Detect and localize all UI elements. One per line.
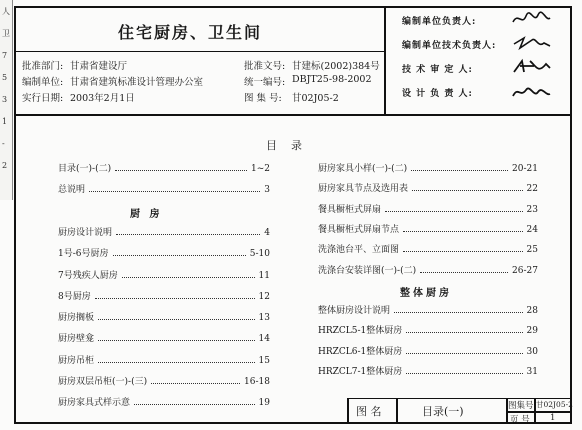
toc-entry-title: 目录(一)-(二) [58, 164, 112, 174]
toc-entry [318, 162, 538, 174]
tb-atlas-label: 图集号 [508, 401, 534, 411]
tb-page-label: 页 号 [510, 415, 530, 425]
compile-unit-label: 编制单位: [22, 77, 64, 88]
toc-entry [58, 396, 270, 408]
toc-entry [58, 354, 270, 366]
header-title-divider [14, 51, 386, 52]
toc-leader-dots [115, 170, 247, 171]
binding-strip-char: 7 [2, 51, 8, 60]
title-block-left-line [347, 398, 349, 424]
toc-entry [58, 269, 270, 281]
atlas-no-value: 甘02J05-2 [292, 93, 339, 104]
toc-entry-title: 厨房搁板 [58, 313, 95, 324]
toc-entry-title: 厨房家具小样(一)-(二) [318, 164, 408, 174]
effective-date-value: 2003年2月1日 [70, 93, 135, 104]
tb-page-value: 1 [550, 413, 556, 423]
toc-entry-page: 28 [526, 306, 538, 317]
toc-entry-page: 26-27 [512, 265, 538, 276]
toc-leader-dots [403, 231, 523, 232]
toc-entry-page: 4 [264, 227, 270, 238]
toc-entry-title: 厨房设计说明 [58, 227, 113, 238]
toc-leader-dots [98, 319, 255, 320]
toc-section-heading: 厨 房 [130, 208, 163, 220]
toc-entry [318, 345, 538, 357]
toc-entry-title: 7号残疾人厨房 [58, 270, 118, 281]
toc-leader-dots [412, 190, 523, 191]
toc-entry [58, 311, 270, 323]
toc-section-heading: 整体厨房 [400, 287, 452, 299]
compile-unit-value: 甘肃省建筑标准设计管理办公室 [70, 77, 204, 88]
binding-strip-char: 5 [2, 73, 8, 82]
approval-dept-value: 甘肃省建设厅 [70, 61, 128, 72]
toc-entry-page: 30 [526, 346, 538, 357]
toc-entry [318, 243, 538, 255]
toc-leader-dots [394, 312, 523, 313]
toc-entry-title: 厨房壁龛 [58, 334, 95, 345]
toc-entry-page: 15 [258, 355, 270, 366]
document-title: 住宅厨房、卫生间 [118, 23, 263, 42]
toc-entry-page: 14 [258, 334, 270, 345]
tb-name-label: 图 名 [356, 405, 382, 418]
sign-label-reviewer: 技 术 审 定 人: [402, 65, 473, 75]
signature-1 [510, 10, 554, 28]
toc-leader-dots [116, 234, 260, 235]
effective-date-label: 实行日期: [22, 93, 64, 104]
toc-entry-title: 整体厨房设计说明 [318, 306, 391, 317]
approval-dept-label: 批准部门: [22, 61, 64, 72]
toc-entry-title: HRZCL5-1整体厨房 [318, 326, 403, 337]
header-divider [384, 6, 386, 116]
sign-label-unit-head: 编制单位负责人: [402, 17, 477, 27]
toc-entry [318, 304, 538, 316]
toc-entry-title: 厨房双层吊柜(一)-(三) [58, 377, 148, 387]
toc-entry-page: 13 [258, 313, 270, 324]
toc-entry-title: 厨房家具节点及选用表 [318, 184, 409, 195]
toc-leader-dots [95, 298, 255, 299]
toc-entry-page: 11 [258, 270, 270, 281]
toc-entry-page: 31 [526, 367, 538, 377]
toc-leader-dots [406, 373, 522, 374]
toc-entry-title: 8号厨房 [58, 291, 91, 302]
toc-entry [318, 203, 538, 215]
toc-entry-title: 厨房家具式样示意 [58, 398, 131, 409]
toc-entry-title: 洗涤池台平、立面图 [318, 245, 400, 256]
toc-leader-dots [98, 362, 255, 363]
toc-leader-dots [420, 272, 508, 273]
toc-leader-dots [406, 332, 522, 333]
sign-label-designer: 设 计 负 责 人: [402, 89, 473, 99]
toc-entry-page: 29 [526, 326, 538, 337]
toc-heading: 目录 [266, 139, 316, 152]
signature-2 [510, 34, 554, 52]
toc-entry-title: 餐具橱柜式屏扇 [318, 204, 382, 215]
toc-entry-page: 12 [258, 291, 270, 302]
toc-entry-page: 20-21 [512, 164, 538, 174]
approval-no-value: 甘建标(2002)384号 [292, 61, 380, 72]
toc-entry [58, 375, 270, 387]
toc-leader-dots [411, 170, 508, 171]
toc-entry-title: 餐具橱柜式屏扇节点 [318, 224, 400, 235]
toc-entry [58, 247, 270, 259]
toc-entry-title: HRZCL6-1整体厨房 [318, 346, 403, 357]
toc-entry [58, 226, 270, 238]
toc-entry-title: HRZCL7-1整体厨房 [318, 367, 403, 377]
toc-entry-title: 洗涤台安装详图(一)-(二) [318, 265, 417, 276]
sign-label-tech-head: 编制单位技术负责人: [402, 41, 497, 51]
toc-entry [318, 182, 538, 194]
binding-strip-char: 卫 [2, 29, 10, 38]
toc-leader-dots [406, 353, 522, 354]
binding-strip-char: 1 [2, 117, 8, 126]
binding-strip-char: 3 [2, 95, 8, 104]
binding-strip-char: 2 [2, 161, 8, 170]
toc-entry-page: 23 [526, 204, 538, 215]
toc-leader-dots [151, 383, 240, 384]
toc-leader-dots [403, 251, 523, 252]
toc-entry [318, 365, 538, 377]
toc-leader-dots [89, 191, 260, 192]
toc-entry-page: 19 [258, 398, 270, 409]
unified-no-value: DBJT25-98-2002 [292, 74, 372, 85]
toc-leader-dots [122, 277, 255, 278]
title-block-line-2 [396, 398, 398, 424]
tb-atlas-value: 甘02J05-2 [536, 400, 573, 409]
toc-entry-page: 16-18 [244, 377, 270, 387]
toc-entry [58, 162, 270, 174]
toc-entry-title: 厨房吊柜 [58, 355, 95, 366]
toc-entry [58, 290, 270, 302]
toc-entry-page: 25 [526, 245, 538, 256]
toc-leader-dots [385, 211, 523, 212]
toc-entry-title: 1号-6号厨房 [58, 249, 109, 260]
toc-entry [318, 264, 538, 276]
toc-leader-dots [98, 340, 255, 341]
toc-entry-page: 24 [526, 224, 538, 235]
binding-strip-char: - [2, 139, 5, 148]
atlas-no-label: 图 集 号: [244, 93, 282, 104]
binding-strip-char: 人 [2, 7, 10, 16]
toc-entry-page: 22 [526, 184, 538, 195]
toc-entry [58, 332, 270, 344]
signature-3 [510, 58, 554, 76]
toc-entry-page: 1~2 [251, 164, 270, 174]
tb-name-value: 目录(一) [422, 405, 464, 418]
signature-4 [510, 82, 554, 102]
toc-entry [318, 223, 538, 235]
toc-entry-page: 5-10 [249, 249, 270, 260]
toc-entry-page: 3 [264, 185, 270, 196]
toc-leader-dots [134, 404, 255, 405]
toc-leader-dots [113, 255, 246, 256]
approval-no-label: 批准文号: [244, 61, 286, 72]
toc-entry [58, 183, 270, 195]
toc-entry [318, 324, 538, 336]
unified-no-label: 统一编号: [244, 77, 286, 88]
binding-strip [0, 0, 13, 200]
toc-entry-title: 总说明 [58, 185, 86, 196]
